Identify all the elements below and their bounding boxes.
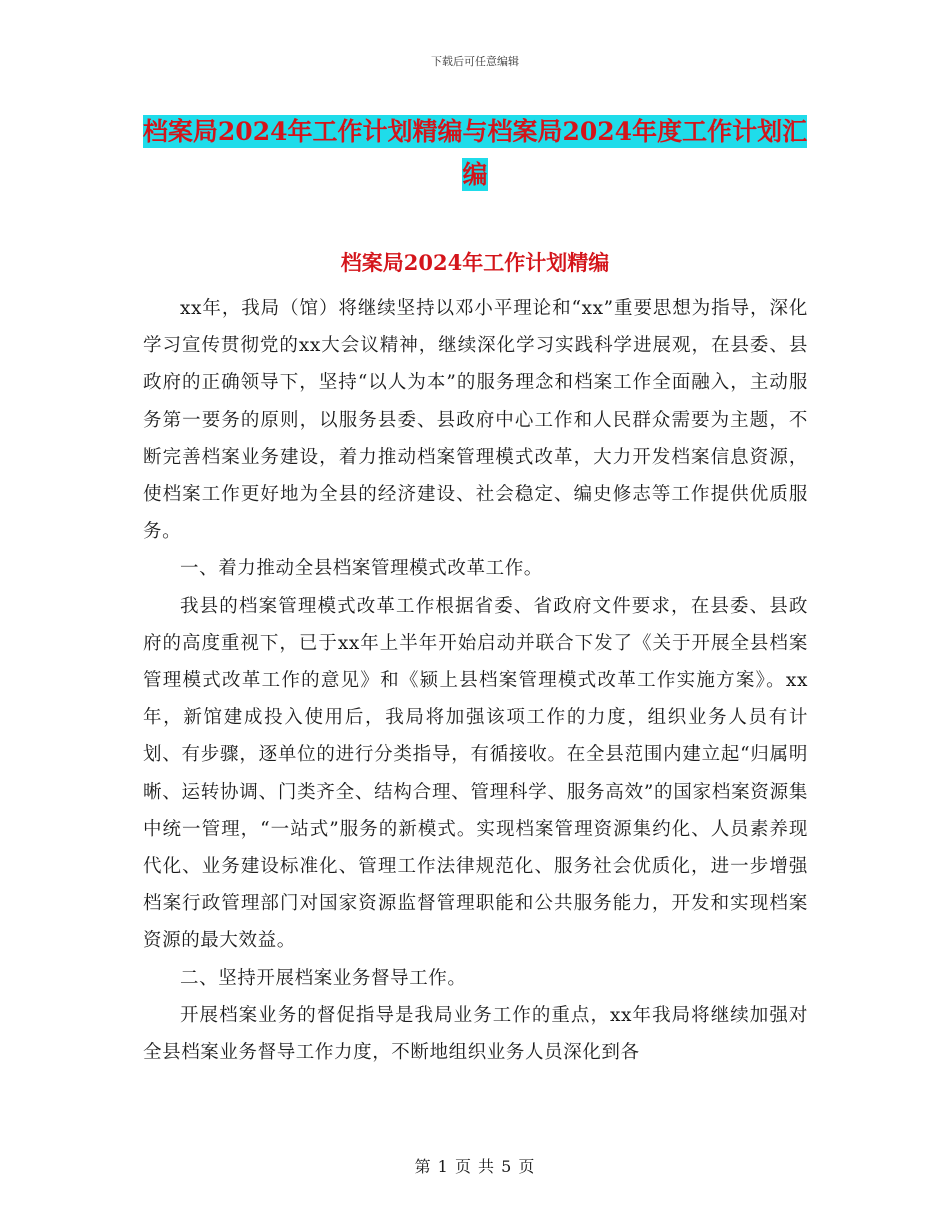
document-body <box>143 290 808 1071</box>
body-paragraph: xx年，我局（馆）将继续坚持以邓小平理论和“xx”重要思想为指导，深化学习宣传贯彻党的xx大会议精神，继续深化学习实践科学进展观，在县委、县政府的正确领导下，坚持“以人为本”的服务理念和档案工作全面融入，主动服务第一要务的原则，以服务县委、县政府中心工作和人民群众需要为主题，不断完善档案业务建设，着力推动档案管理模式改革，大力开发档案信息资源，使档案工作更好地为全县的经济建设、社会稳定、编史修志等工作提供优质服务。 <box>143 298 808 543</box>
body-heading-1: 一、着力推动全县档案管理模式改革工作。 <box>180 558 543 580</box>
body-paragraph: 我县的档案管理模式改革工作根据省委、省政府文件要求，在县委、县政府的高度重视下，已于xx年上半年开始启动并联合下发了《关于开展全县档案管理模式改革工作的意见》和《颍上县档案管理模式改革工作实施方案》。xx年，新馆建成投入使用后，我局将加强该项工作的力度，组织业务人员有计划、有步骤，逐单位的进行分类指导，有循接收。在全县范围内建立起“归属明晰、运转协调、门类齐全、结构合理、管理科学、服务高效”的国家档案资源集中统一管理，“一站式”服务的新模式。实现档案管理资源集约化、人员素养现代化、业务建设标准化、管理工作法律规范化、服务社会优质化，进一步增强档案行政管理部门对国家资源监督管理职能和公共服务能力，开发和实现档案资源的最大效益。 <box>143 595 808 952</box>
document-title-text: 档案局2024年工作计划精编与档案局2024年度工作计划汇编 <box>142 117 808 189</box>
page-footer: 第 1 页 共 5 页 <box>414 1157 536 1176</box>
body-paragraph: 开展档案业务的督促指导是我局业务工作的重点，xx年我局将继续加强对全县档案业务督导工作力度，不断地组织业务人员深化到各 <box>143 1004 808 1064</box>
document-title <box>140 110 810 196</box>
section-title: 档案局2024年工作计划精编 <box>340 250 610 275</box>
header-note: 下载后可任意编辑 <box>431 55 519 68</box>
body-heading-2: 二、坚持开展档案业务督导工作。 <box>180 967 467 989</box>
